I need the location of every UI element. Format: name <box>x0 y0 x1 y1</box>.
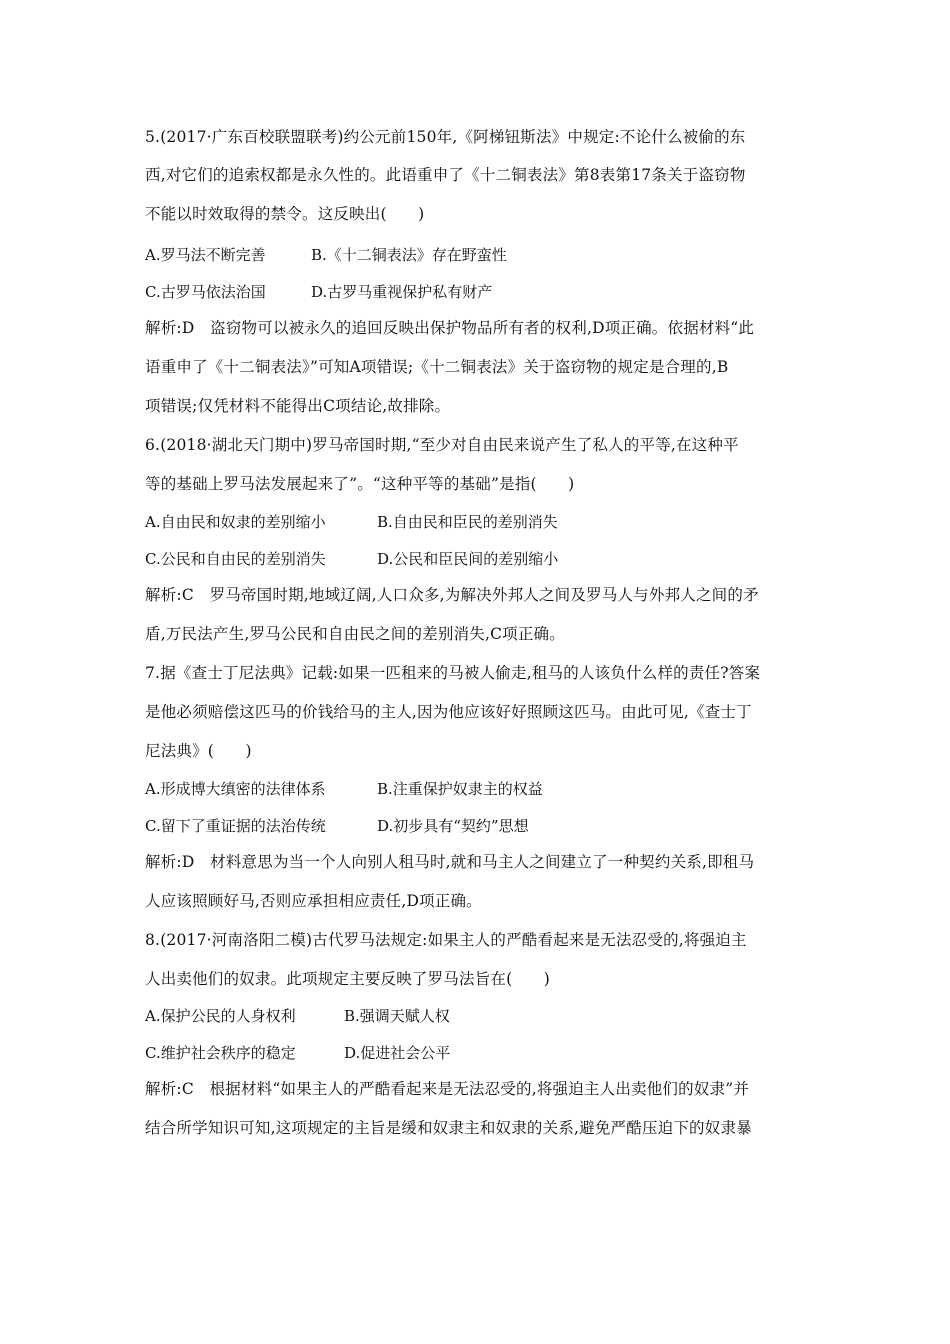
q5-analysis-line-1: 解析:D 盗窃物可以被永久的追回反映出保护物品所有者的权利,D项正确。依据材料“此 <box>145 319 755 337</box>
q7-analysis-line-1: 解析:D 材料意思为当一个人向别人租马时,就和马主人之间建立了一种契约关系,即租马 <box>145 853 755 871</box>
q8-options-row-2 <box>145 1043 450 1063</box>
q6-option-d: D.公民和臣民间的差别缩小 <box>377 550 559 568</box>
q8-option-d: D.促进社会公平 <box>344 1044 451 1062</box>
q5-options-row-2 <box>145 282 492 302</box>
q7-stem-line-2: 是他必须赔偿这匹马的价钱给马的主人,因为他应该好好照顾这匹马。由此可见,《查士丁 <box>145 703 752 721</box>
q5-stem-line-2: 西,对它们的追索权都是永久性的。此语重申了《十二铜表法》第8表第17条关于盗窃物 <box>145 166 746 184</box>
q5-analysis-line-3: 项错误;仅凭材料不能得出C项结论,故排除。 <box>145 397 451 415</box>
q8-stem-line-2: 人出卖他们的奴隶。此项规定主要反映了罗马法旨在( ) <box>145 970 550 988</box>
q7-option-d: D.初步具有“契约”思想 <box>377 817 529 835</box>
q5-option-d: D.古罗马重视保护私有财产 <box>311 283 493 301</box>
q7-analysis-line-2: 人应该照顾好马,否则应承担相应责任,D项正确。 <box>145 892 482 910</box>
q7-option-b: B.注重保护奴隶主的权益 <box>377 780 543 798</box>
q7-options-row-1 <box>145 779 543 799</box>
q8-analysis-line-1: 解析:C 根据材料“如果主人的严酷看起来是无法忍受的,将强迫主人出卖他们的奴隶”并 <box>145 1080 750 1098</box>
q8-option-c: C.维护社会秩序的稳定 <box>145 1044 296 1062</box>
q6-analysis-line-2: 盾,万民法产生,罗马公民和自由民之间的差别消失,C项正确。 <box>145 625 565 643</box>
q5-option-a: A.罗马法不断完善 <box>145 246 266 264</box>
q8-option-b: B.强调天赋人权 <box>344 1007 450 1025</box>
q6-option-c: C.公民和自由民的差别消失 <box>145 550 326 568</box>
q5-stem-line-1: 5.(2017·广东百校联盟联考)约公元前150年,《阿梯钮斯法》中规定:不论什么被偷的东 <box>145 128 746 146</box>
q7-stem-line-3: 尼法典》( ) <box>145 742 252 760</box>
q5-stem-line-3: 不能以时效取得的禁令。这反映出( ) <box>145 205 425 223</box>
q7-options-row-2 <box>145 816 529 836</box>
q6-option-b: B.自由民和臣民的差别消失 <box>377 513 558 531</box>
q6-option-a: A.自由民和奴隶的差别缩小 <box>145 513 326 531</box>
q6-options-row-2 <box>145 549 558 569</box>
q5-options-row-1 <box>145 245 507 265</box>
q6-analysis-line-1: 解析:C 罗马帝国时期,地域辽阔,人口众多,为解决外邦人之间及罗马人与外邦人之间的矛 <box>145 586 759 604</box>
q8-analysis-line-2: 结合所学知识可知,这项规定的主旨是缓和奴隶主和奴隶的关系,避免严酷压迫下的奴隶暴 <box>145 1119 752 1137</box>
q8-stem-line-1: 8.(2017·河南洛阳二模)古代罗马法规定:如果主人的严酷看起来是无法忍受的,将强迫主 <box>145 931 747 949</box>
q5-analysis-line-2: 语重申了《十二铜表法》”可知A项错误;《十二铜表法》关于盗窃物的规定是合理的,B <box>145 358 729 376</box>
q8-option-a: A.保护公民的人身权利 <box>145 1007 296 1025</box>
q5-option-c: C.古罗马依法治国 <box>145 283 266 301</box>
q7-option-c: C.留下了重证据的法治传统 <box>145 817 326 835</box>
q7-option-a: A.形成博大缜密的法律体系 <box>145 780 326 798</box>
q6-stem-line-1: 6.(2018·湖北天门期中)罗马帝国时期,“至少对自由民来说产生了私人的平等,在这种平 <box>145 436 739 454</box>
q6-stem-line-2: 等的基础上罗马法发展起来了”。“这种平等的基础”是指( ) <box>145 475 575 493</box>
q5-option-b: B.《十二铜表法》存在野蛮性 <box>311 246 507 264</box>
q7-stem-line-1: 7.据《查士丁尼法典》记载:如果一匹租来的马被人偷走,租马的人该负什么样的责任?答案 <box>145 664 761 682</box>
q6-options-row-1 <box>145 512 558 532</box>
q8-options-row-1 <box>145 1006 450 1026</box>
